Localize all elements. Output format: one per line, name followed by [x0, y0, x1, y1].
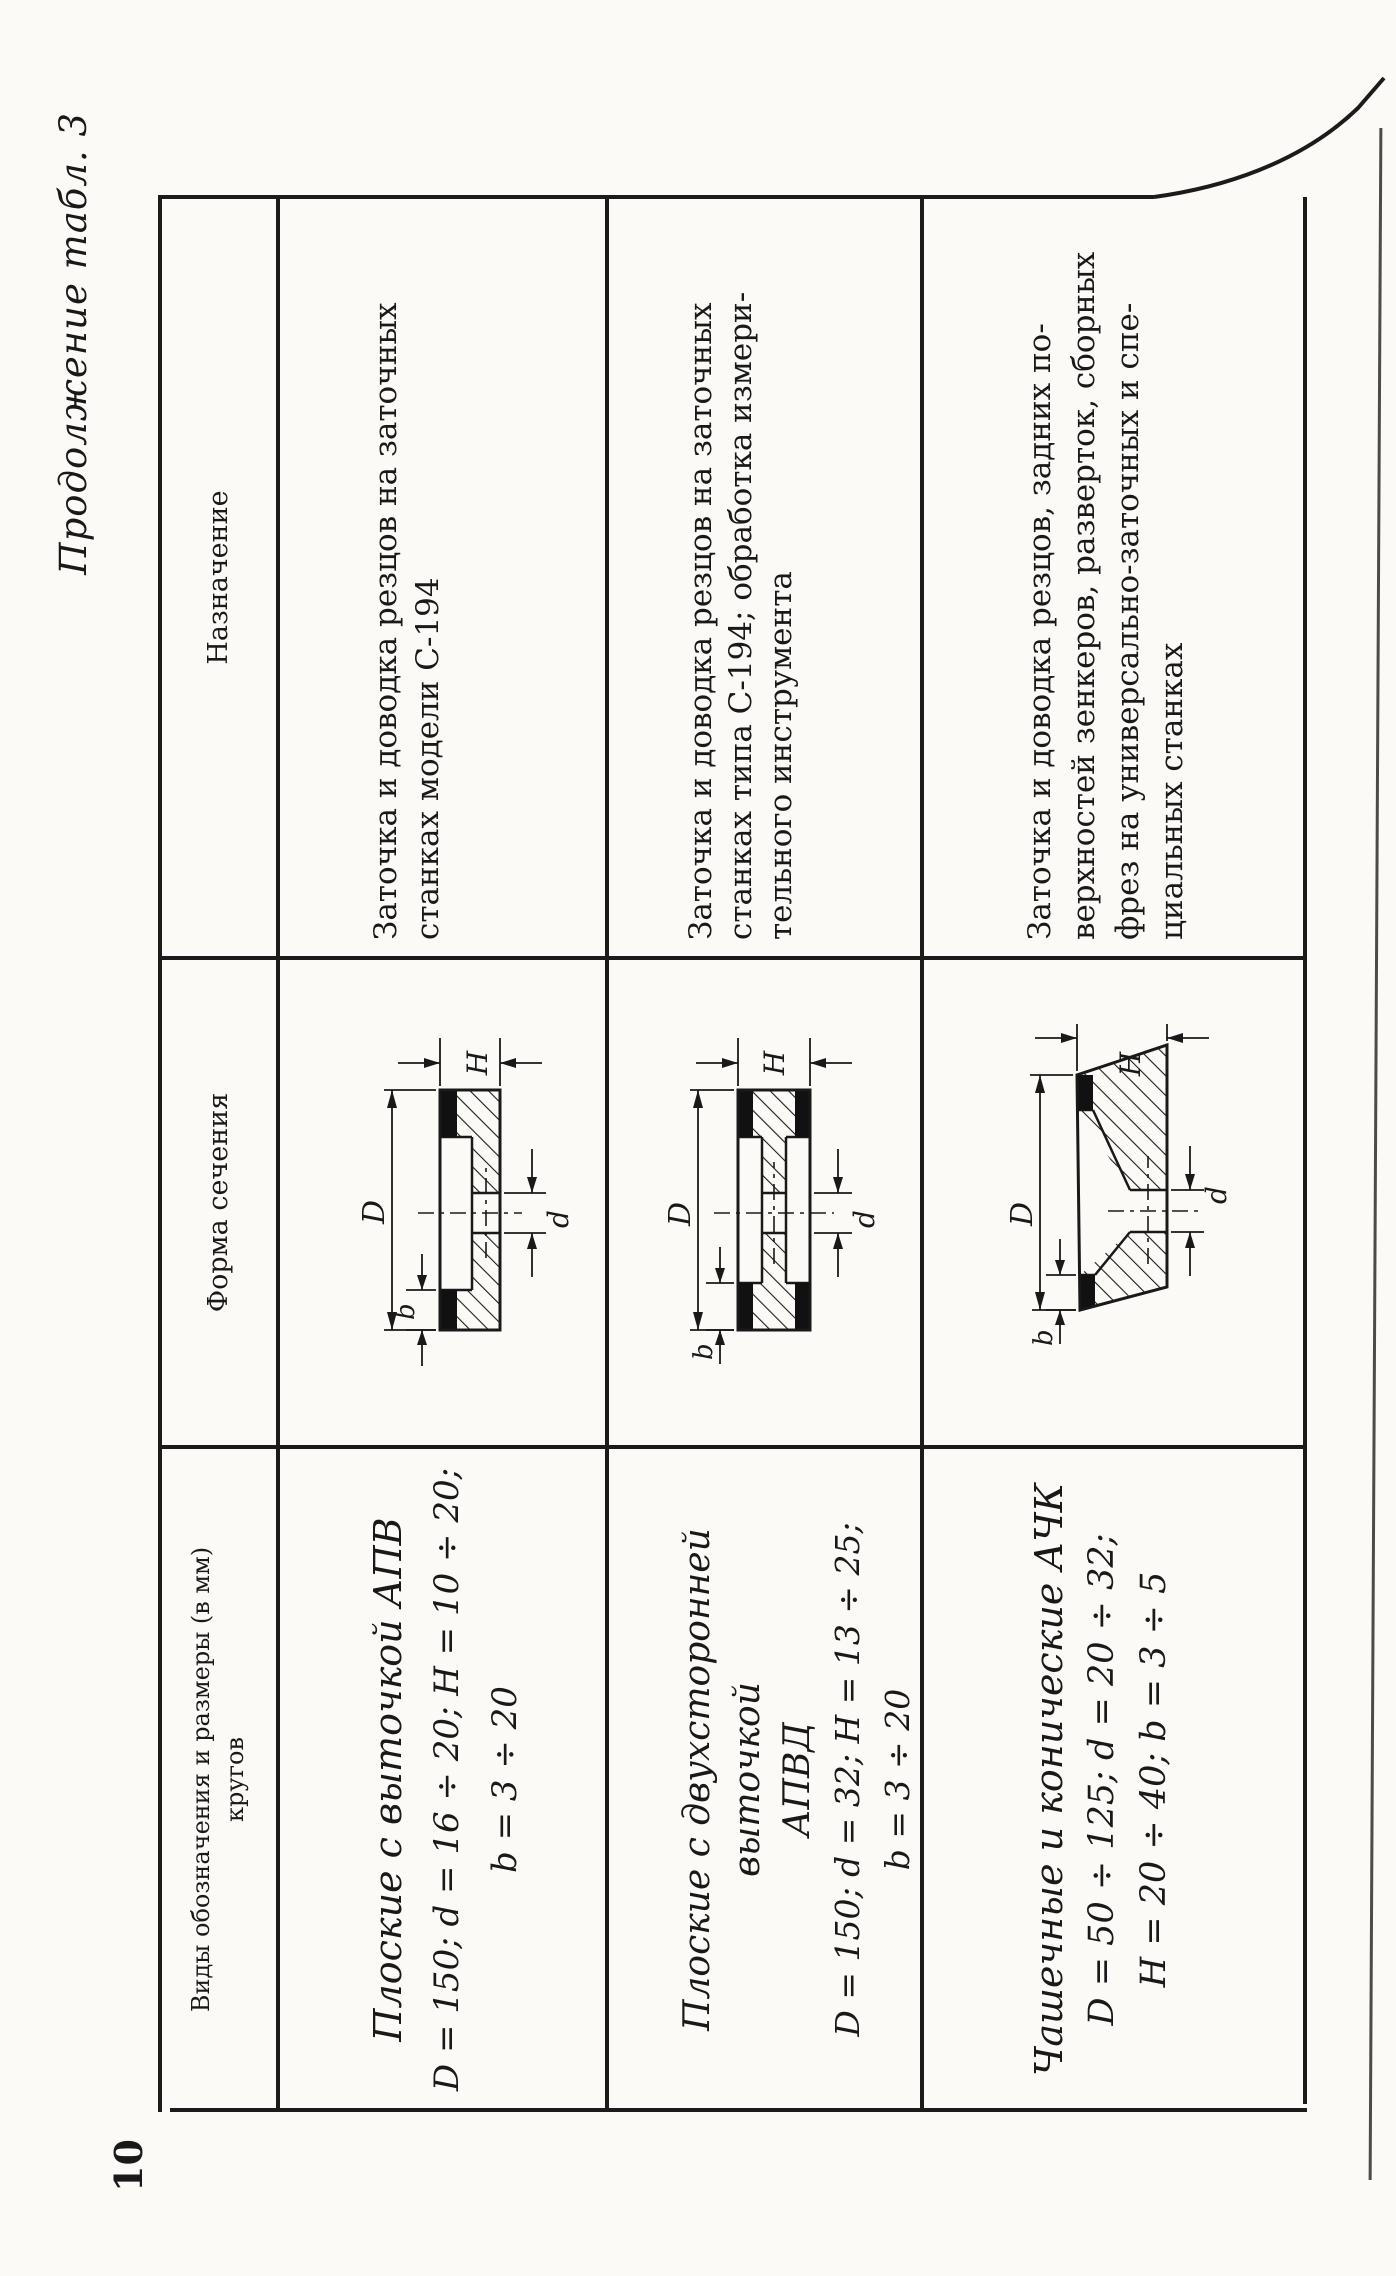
wheel-name-apvd-line2: АПВД — [777, 1722, 818, 1837]
purpose-apvd-line3: тельного инструмента — [763, 571, 799, 940]
wheel-sizes-apvd-line2: b = 3 ÷ 20 — [878, 1688, 917, 1871]
header-cell-purpose — [158, 197, 278, 958]
purpose-achk-line1: Заточка и доводка резцов, задних по- — [1022, 323, 1058, 940]
designation-cell-achk — [922, 1447, 1396, 2112]
dim-label-b: b — [689, 1343, 719, 1360]
purpose-cell-achk — [922, 197, 1305, 958]
table-continuation-title: Продолжение табл. 3 — [52, 112, 95, 575]
header-cell-designations — [158, 1447, 278, 2112]
header-purpose-label: Назначение — [202, 490, 234, 665]
dim-label-H: H — [461, 1050, 494, 1076]
dim-label-D: D — [357, 1199, 392, 1224]
wheel-name-apvd-line1: Плоские с двухсторонней выточкой — [677, 1528, 768, 2031]
wheel-sizes-achk-line2: H = 20 ÷ 40; b = 3 ÷ 5 — [1134, 1571, 1174, 1988]
dim-label-H: H — [758, 1050, 791, 1076]
purpose-apv-line1: Заточка и доводка резцов на заточных — [368, 302, 404, 940]
header-section-shape-label: Форма сечения — [202, 1092, 234, 1313]
dim-label-b: b — [391, 1303, 421, 1320]
purpose-apv-line2: станках модели С-194 — [410, 577, 446, 940]
wheel-sizes-apvd-line1: D = 150; d = 32; H = 13 ÷ 25; — [828, 1522, 867, 2037]
wheel-name-achk: Чашечные и конические АЧК — [1027, 1482, 1071, 2077]
header-designations-line2: кругов — [221, 1736, 249, 1823]
wheel-sizes-apv-line1: D = 150; d = 16 ÷ 20; H = 10 ÷ 20; — [427, 1467, 467, 2092]
purpose-cell-apv — [278, 197, 607, 958]
dim-label-H: H — [1114, 1051, 1147, 1077]
section-drawing-apv — [350, 1016, 590, 1376]
header-cell-section-shape — [158, 958, 278, 1447]
wheel-sizes-apv-line2: b = 3 ÷ 20 — [485, 1686, 525, 1873]
wheel-name-apv: Плоские с выточкой АПВ — [366, 1517, 410, 2042]
purpose-achk-line4: циальных станках — [1154, 642, 1190, 940]
dim-label-d: d — [1200, 1186, 1233, 1204]
dim-label-b: b — [1029, 1329, 1059, 1346]
purpose-achk-line2: верхностей зенкеров, разверток, сборных — [1066, 251, 1102, 940]
dim-label-d: d — [542, 1210, 575, 1228]
dim-label-d: d — [848, 1210, 881, 1228]
purpose-apvd-line2: станках типа С-194; обработка измери- — [723, 291, 759, 940]
wheel-sizes-achk-line1: D = 50 ÷ 125; d = 20 ÷ 32; — [1082, 1533, 1122, 2026]
section-drawing-achk — [990, 996, 1290, 1376]
purpose-cell-apvd — [607, 197, 922, 958]
header-designations-line1: Виды обозначения и размеры (в мм) — [187, 1546, 215, 2013]
purpose-achk-line3: фрез на универсально-заточных и спе- — [1110, 302, 1146, 940]
section-drawing-apvd — [650, 1016, 910, 1376]
purpose-apvd-line1: Заточка и доводка резцов на заточных — [683, 302, 719, 940]
page-number: 10 — [106, 2139, 151, 2192]
dim-label-D: D — [1005, 1201, 1040, 1226]
dim-label-D: D — [663, 1201, 698, 1226]
